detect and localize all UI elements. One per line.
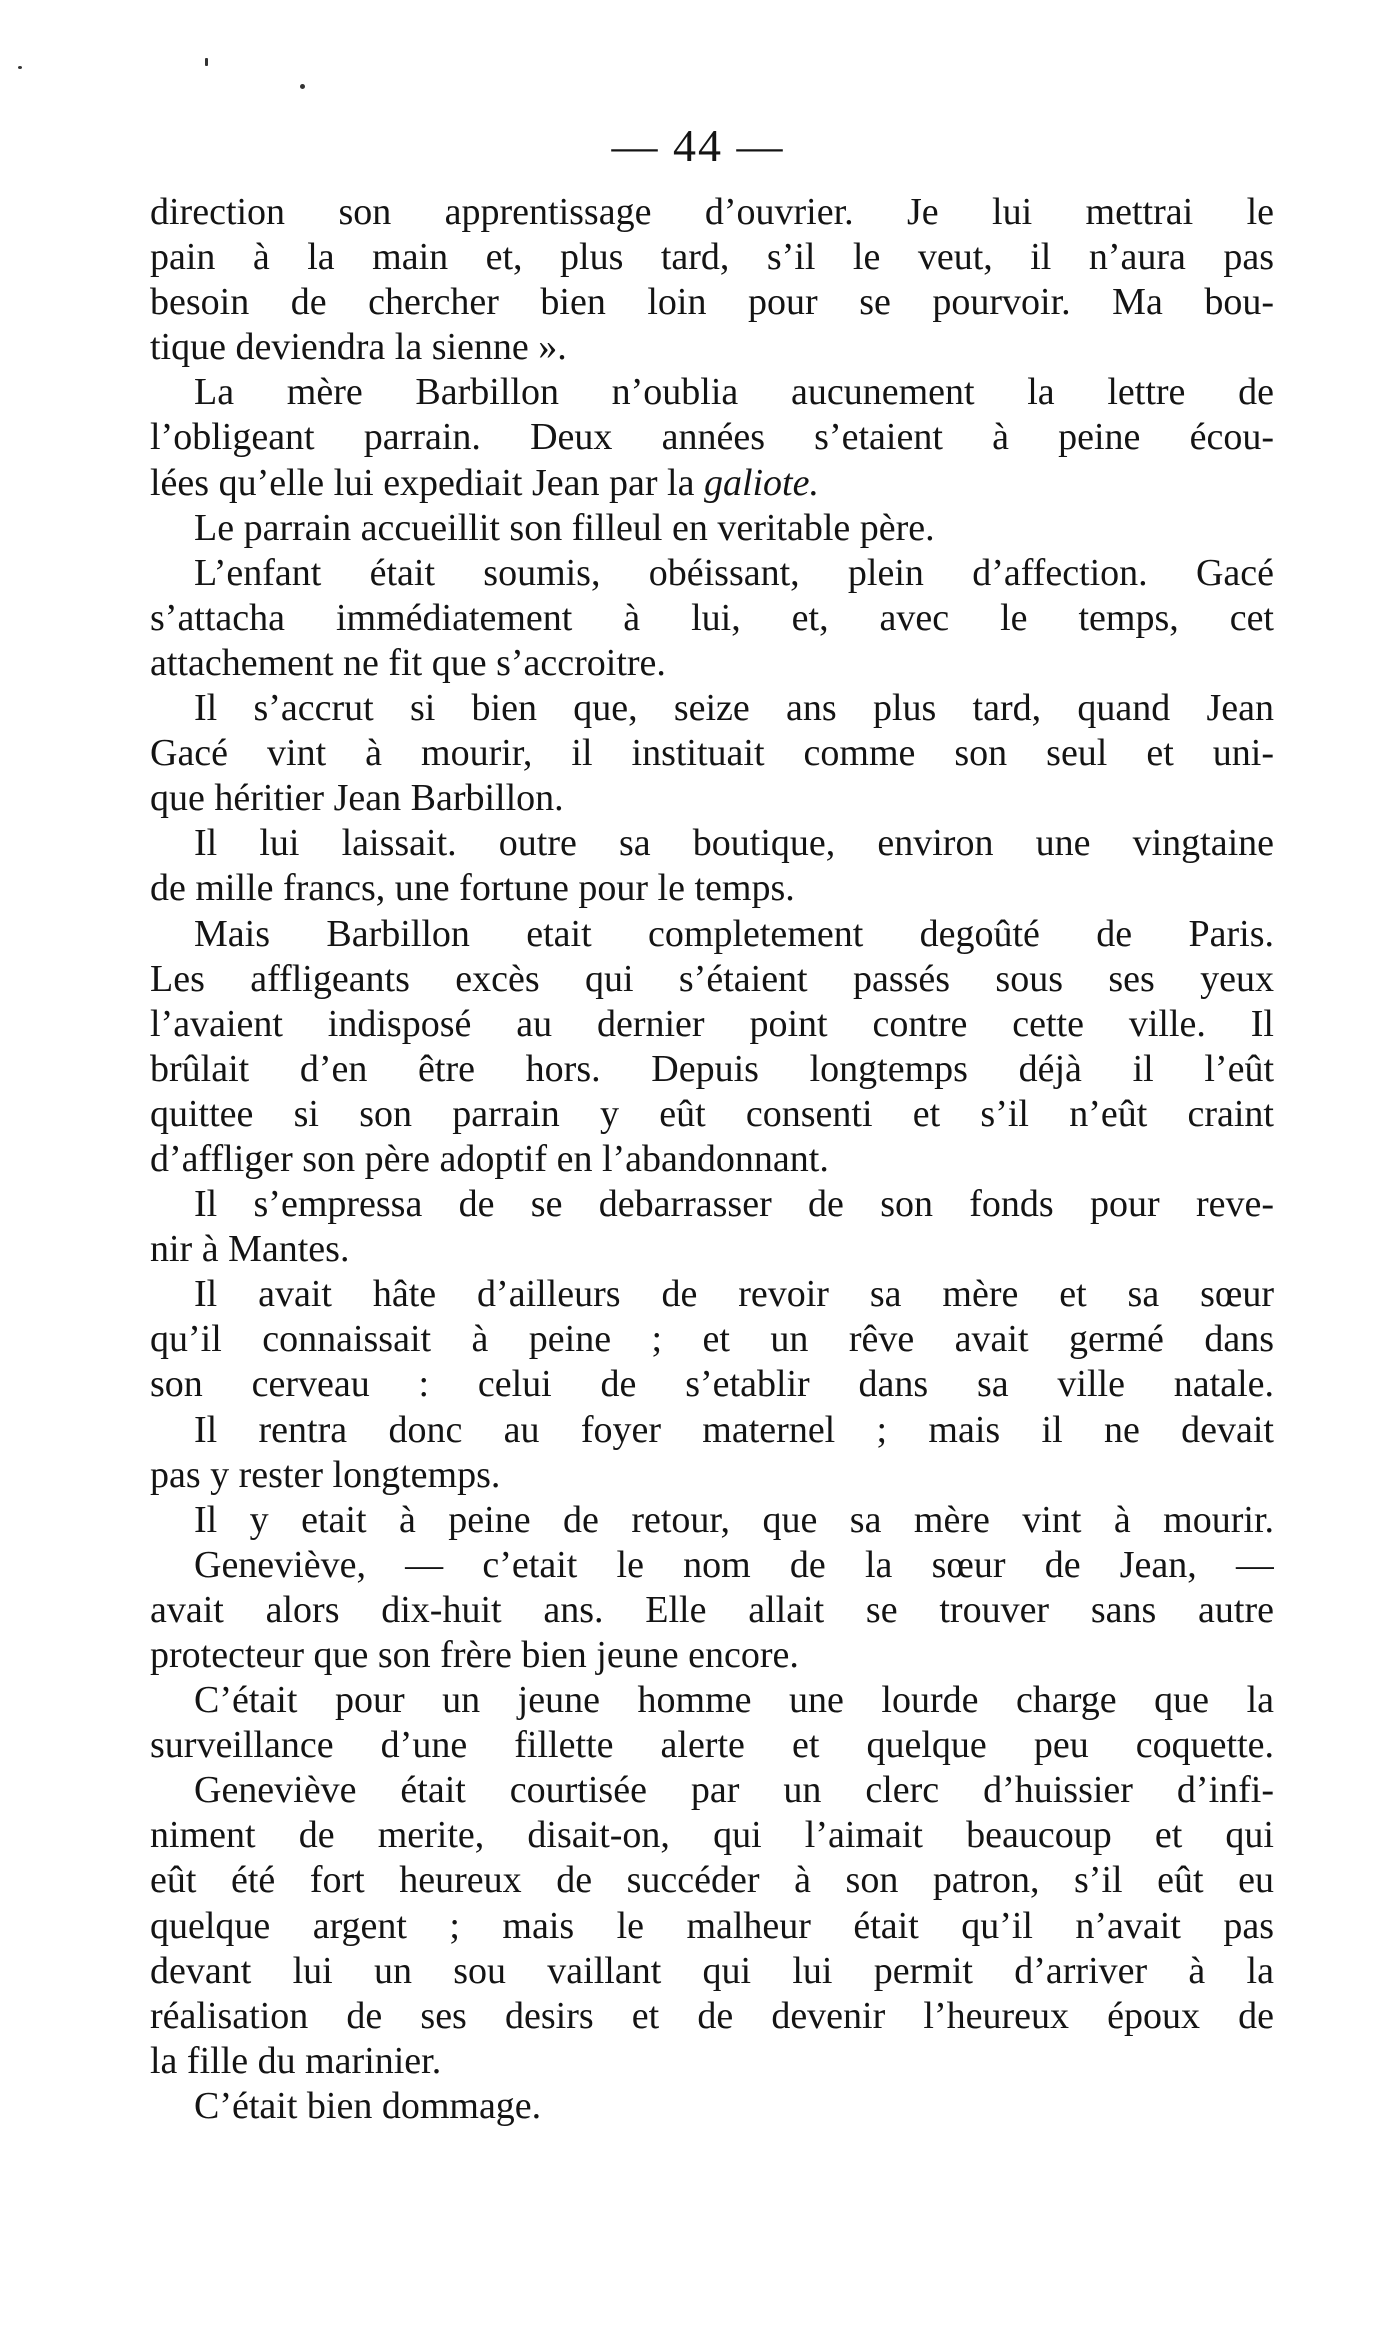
text-line-content: C’était bien dommage. [194,2084,542,2127]
text-line [150,1678,1274,1723]
text-line-content: réalisation de ses desirs et de devenir l’heureux époux de [150,1994,1274,2037]
text-line-content: nir à Mantes. [150,1228,350,1271]
text-line [150,1813,1274,1858]
text-line [150,866,1274,911]
text-line-content: Il s’empressa de se debarrasser de son fonds pour reve- [194,1183,1274,1226]
text-line-content: quittee si son parrain y eût consenti et s’il n’eût craint [150,1092,1274,1135]
text-line [150,1994,1274,2039]
text-line [150,1858,1274,1903]
text-line-content: C’était pour un jeune homme une lourde charge que la [194,1679,1274,1722]
text-line-content: attachement ne fit que s’accroitre. [150,641,666,684]
text-line-content: eût été fort heureux de succéder à son patron, s’il eût eu [150,1859,1274,1902]
text-line [150,190,1274,235]
text-line [150,1002,1274,1047]
text-line-content: Il avait hâte d’ailleurs de revoir sa mère et sa sœur [194,1273,1274,1316]
text-line [150,1498,1274,1543]
text-line-content: brûlait d’en être hors. Depuis longtemps déjà il l’eût [150,1047,1274,1090]
text-line [150,596,1274,641]
text-line-content: Il lui laissait. outre sa boutique, environ une vingtaine [194,822,1274,865]
text-line-content: Il s’accrut si bien que, seize ans plus tard, quand Jean [194,687,1274,730]
text-line-content: Geneviève, — c’etait le nom de la sœur de Jean, — [194,1543,1274,1586]
text-line-content: l’avaient indisposé au dernier point contre cette ville. Il [150,1002,1274,1045]
text-line-content: Le parrain accueillit son filleul en veritable père. [194,506,935,549]
text-line-content: d’affliger son père adoptif en l’abandonnant. [150,1137,829,1180]
text-line [150,325,1274,370]
text-line [150,1317,1274,1362]
text-line-content: de mille francs, une fortune pour le temps. [150,867,795,910]
text-line-content: niment de merite, disait-on, qui l’aimait beaucoup et qui [150,1814,1274,1857]
text-line-content: Les affligeants excès qui s’étaient passés sous ses yeux [150,957,1274,1000]
text-line-content: Il y etait à peine de retour, que sa mère vint à mourir. [194,1498,1274,1541]
text-line [150,415,1274,460]
text-line [150,1182,1274,1227]
text-line [150,2039,1274,2084]
text-line [150,1633,1274,1678]
text-line-content: L’enfant était soumis, obéissant, plein d’affection. Gacé [194,551,1274,594]
text-line [150,1272,1274,1317]
text-line [150,1949,1274,1994]
text-line-content: quelque argent ; mais le malheur était qu’il n’avait pas [150,1904,1274,1947]
text-line [150,1047,1274,1092]
text-line-content: pas y rester longtemps. [150,1453,501,1496]
text-line [150,912,1274,957]
text-line-content: son cerveau : celui de s’etablir dans sa ville natale. [150,1363,1274,1406]
text-line-content: La mère Barbillon n’oublia aucunement la lettre de [194,371,1274,414]
text-line [150,1453,1274,1498]
text-line [150,1768,1274,1813]
text-line [150,776,1274,821]
text-line-content: devant lui un sou vaillant qui lui permit d’arriver à la [150,1949,1274,1992]
text-line-content: Gacé vint à mourir, il instituait comme son seul et uni- [150,732,1274,775]
italic-word: galiote. [703,461,819,504]
text-line [150,280,1274,325]
text-line-content: Mais Barbillon etait completement degoûté de Paris. [194,912,1274,955]
text-line-content: l’obligeant parrain. Deux années s’etaient à peine écou- [150,416,1274,459]
text-line-content: la fille du marinier. [150,2039,442,2082]
text-line [150,957,1274,1002]
text-line-content: s’attacha immédiatement à lui, et, avec le temps, cet [150,596,1274,639]
text-line [150,1723,1274,1768]
text-line [150,1408,1274,1453]
speck [205,58,208,66]
text-line-content: Geneviève était courtisée par un clerc d’huissier d’infi- [194,1769,1274,1812]
text-line-content: avait alors dix-huit ans. Elle allait se trouver sans autre [150,1588,1274,1631]
text-line-content: tique deviendra la sienne ». [150,326,567,369]
text-line [150,821,1274,866]
body-text [150,190,1274,2129]
text-line [150,641,1274,686]
speck [300,84,305,89]
text-line [150,1227,1274,1272]
text-line [150,1904,1274,1949]
text-line [150,1362,1274,1407]
text-line [150,1137,1274,1182]
text-line-content: surveillance d’une fillette alerte et quelque peu coquette. [150,1724,1274,1767]
text-line [150,1588,1274,1633]
text-line [150,1092,1274,1137]
text-line-content: Il rentra donc au foyer maternel ; mais il ne devait [194,1408,1274,1451]
text-line [150,506,1274,551]
text-line-content: direction son apprentissage d’ouvrier. Je lui mettrai le [150,191,1274,233]
text-line [150,1543,1274,1588]
page-number: — 44 — [611,120,785,171]
speck [18,66,22,69]
text-line [150,235,1274,280]
text-line [150,731,1274,776]
text-line-content: besoin de chercher bien loin pour se pourvoir. Ma bou- [150,281,1274,324]
text-line [150,2084,1274,2129]
text-line-content: que héritier Jean Barbillon. [150,777,564,820]
text-line [150,551,1274,596]
text-line [150,370,1274,415]
text-line-content: pain à la main et, plus tard, s’il le veut, il n’aura pas [150,236,1274,279]
text-line [150,461,1274,506]
text-line [150,686,1274,731]
text-line-content: qu’il connaissait à peine ; et un rêve avait germé dans [150,1318,1274,1361]
text-line-content: lées qu’elle lui expediait Jean par la [150,461,704,504]
text-line-content: protecteur que son frère bien jeune encore. [150,1634,799,1676]
